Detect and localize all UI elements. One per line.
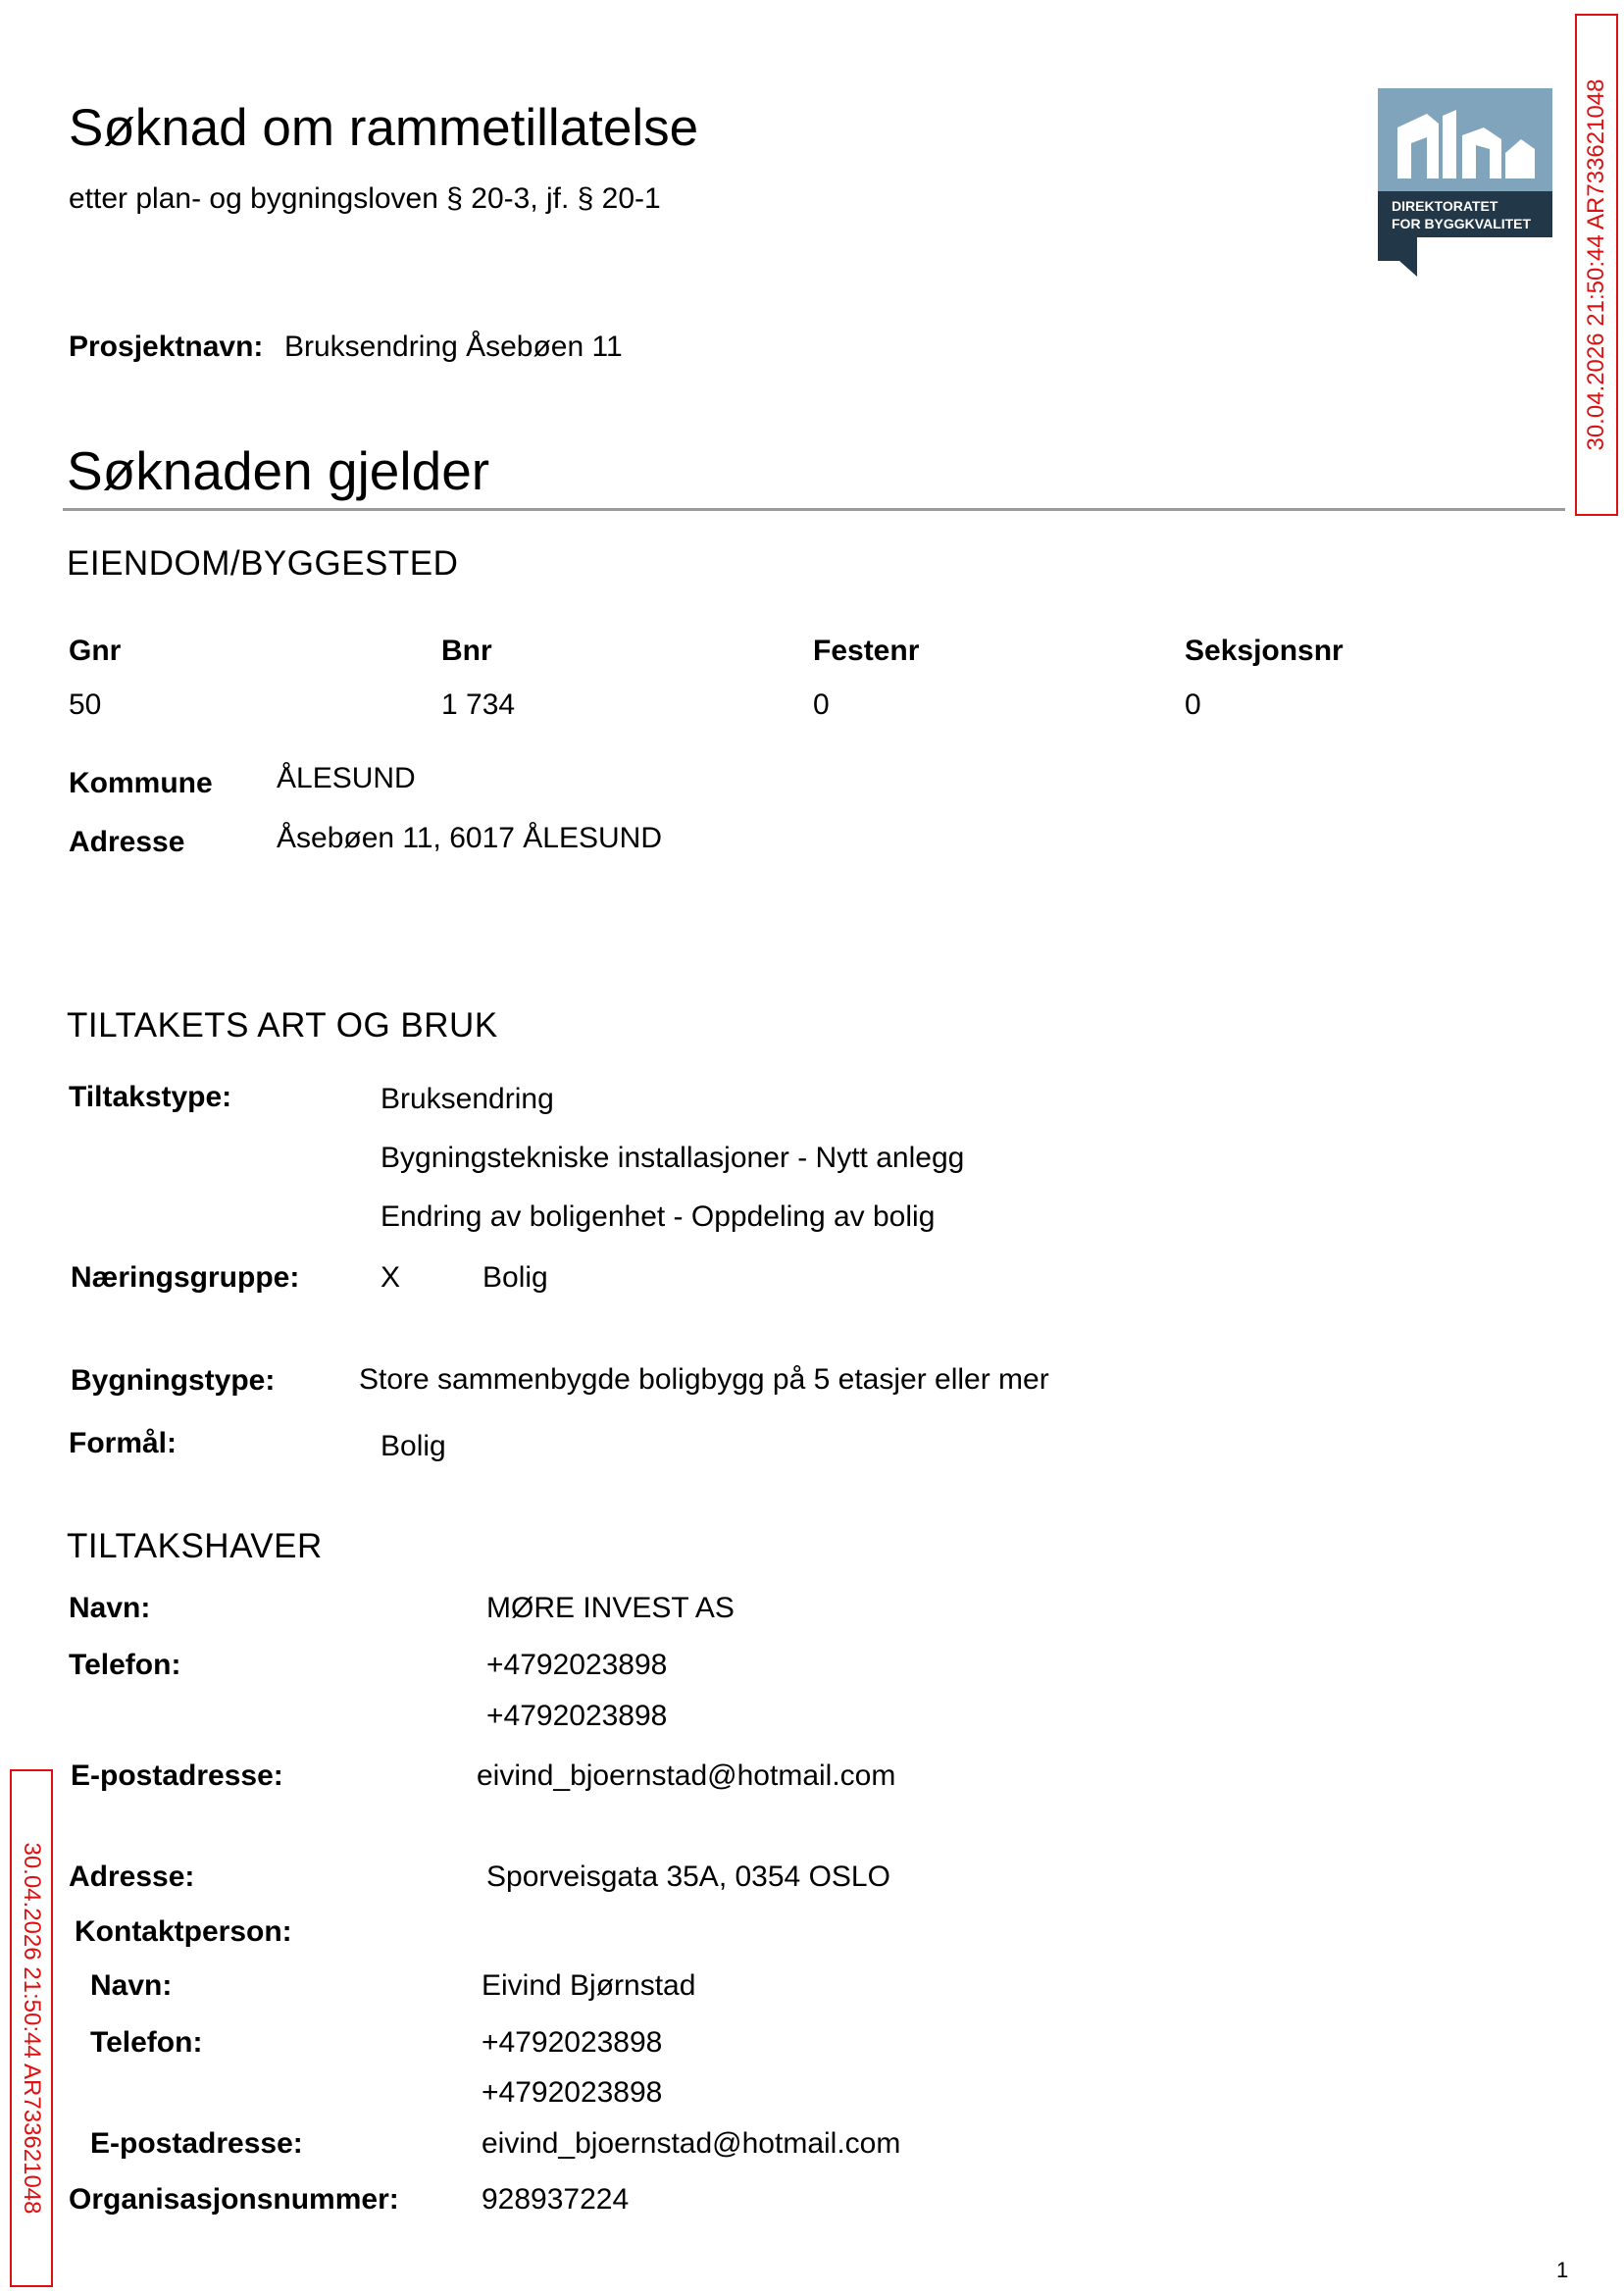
logo-text-line1: DIREKTORATET [1392,198,1498,214]
kommune-value: ÅLESUND [277,762,416,794]
festenr-label: Festenr [813,635,920,667]
festenr-value: 0 [813,688,830,721]
bnr-value: 1 734 [441,688,516,721]
orgnr-value: 928937224 [482,2183,630,2216]
tiltakshaver-telefon-2: +4792023898 [486,1700,668,1732]
tiltakshaver-adresse-value: Sporveisgata 35A, 0354 OSLO [486,1861,890,1893]
timestamp-stamp-left [10,1769,53,2287]
timestamp-stamp-right [1575,14,1618,516]
tiltakshaver-navn-label: Navn: [69,1592,151,1624]
formal-value: Bolig [381,1430,446,1462]
adresse-value: Åsebøen 11, 6017 ÅLESUND [277,822,663,854]
tiltakshaver-navn-value: MØRE INVEST AS [486,1592,735,1624]
seksjonsnr-value: 0 [1185,688,1201,721]
kontakt-telefon-label: Telefon: [90,2026,203,2059]
document-subtitle: etter plan- og bygningsloven § 20-3, jf. § 20-1 [69,182,661,215]
page-number: 1 [1556,2258,1569,2282]
dibk-logo [1378,88,1552,277]
timestamp-stamp-text: 30.04.2026 21:50:44 AR733621048 [19,1842,45,2215]
tiltakstype-item: Endring av boligenhet - Oppdeling av bolig [381,1200,936,1233]
naeringsgruppe-value: Bolig [482,1261,548,1294]
document-title: Søknad om rammetillatelse [69,99,699,157]
tiltakstype-item: Bruksendring [381,1083,554,1115]
logo-text-line2: FOR BYGGKVALITET [1392,216,1532,231]
seksjonsnr-label: Seksjonsnr [1185,635,1344,667]
section-heading-tiltak: TILTAKETS ART OG BRUK [67,1006,498,1045]
project-name-label: Prosjektnavn: [69,331,264,363]
gnr-value: 50 [69,688,102,721]
section-heading-eiendom: EIENDOM/BYGGESTED [67,544,459,583]
tiltakstype-item: Bygningstekniske installasjoner - Nytt anlegg [381,1142,965,1174]
heading-divider [63,508,1565,511]
kontakt-epost-label: E-postadresse: [90,2127,303,2160]
tiltakshaver-adresse-label: Adresse: [69,1861,195,1893]
kontakt-epost-value: eivind_bjoernstad@hotmail.com [482,2127,901,2160]
gnr-label: Gnr [69,635,122,667]
timestamp-stamp-text: 30.04.2026 21:50:44 AR733621048 [1583,78,1609,451]
kontakt-telefon-1: +4792023898 [482,2026,663,2059]
tiltakshaver-telefon-1: +4792023898 [486,1649,668,1681]
naeringsgruppe-label: Næringsgruppe: [71,1261,300,1294]
formal-label: Formål: [69,1427,178,1459]
kommune-label: Kommune [69,767,213,799]
bnr-label: Bnr [441,635,492,667]
project-name-value: Bruksendring Åsebøen 11 [284,331,623,363]
main-heading: Søknaden gjelder [67,440,490,501]
tiltakshaver-epost-label: E-postadresse: [71,1759,283,1792]
kontakt-telefon-2: +4792023898 [482,2076,663,2109]
logo-mark-icon [1378,88,1552,277]
tiltakstype-label: Tiltakstype: [69,1081,232,1113]
kontakt-navn-label: Navn: [90,1969,173,2002]
naeringsgruppe-code: X [381,1261,401,1294]
orgnr-label: Organisasjonsnummer: [69,2183,399,2216]
section-heading-tiltakshaver: TILTAKSHAVER [67,1527,323,1565]
kontaktperson-label: Kontaktperson: [75,1915,292,1948]
bygningstype-label: Bygningstype: [71,1364,276,1397]
kontakt-navn-value: Eivind Bjørnstad [482,1969,696,2002]
adresse-label: Adresse [69,826,185,858]
bygningstype-value: Store sammenbygde boligbygg på 5 etasjer eller mer [359,1363,1049,1396]
tiltakshaver-epost-value: eivind_bjoernstad@hotmail.com [477,1759,896,1792]
tiltakshaver-telefon-label: Telefon: [69,1649,181,1681]
